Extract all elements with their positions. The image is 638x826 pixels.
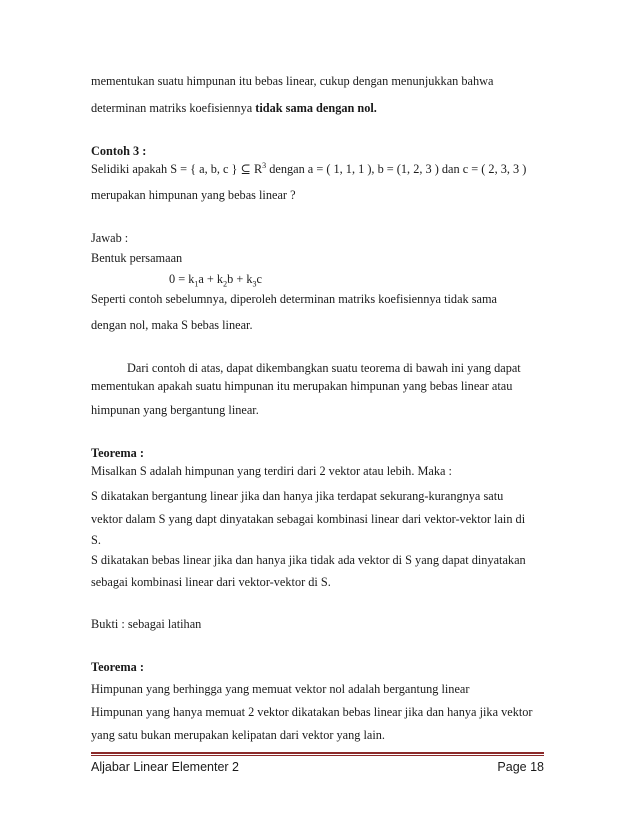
subscript: 1: [194, 279, 199, 289]
text-span: b + k: [227, 272, 253, 286]
body-line: dengan nol, maka S bebas linear.: [91, 318, 253, 332]
text-span: 0 = k: [169, 272, 195, 286]
proof-line: Bukti : sebagai latihan: [91, 617, 202, 631]
body-line: Himpunan yang berhingga yang memuat vektor nol adalah bergantung linear: [91, 682, 470, 696]
body-line: merupakan himpunan yang bebas linear ?: [91, 188, 296, 202]
equation: [169, 272, 262, 289]
subscript: 2: [223, 279, 228, 289]
footer-title: Aljabar Linear Elementer 2: [91, 760, 239, 774]
emphasis-text: tidak sama dengan nol.: [255, 101, 377, 115]
body-line: Misalkan S adalah himpunan yang terdiri dari 2 vektor atau lebih. Maka :: [91, 464, 452, 478]
body-line: Bentuk persamaan: [91, 251, 183, 265]
body-line: sebagai kombinasi linear dari vektor-vektor di S.: [91, 575, 331, 589]
theorem-heading: Teorema :: [91, 660, 144, 674]
body-line: Dari contoh di atas, dapat dikembangkan suatu teorema di bawah ini yang dapat: [127, 361, 521, 375]
body-line: Seperti contoh sebelumnya, diperoleh determinan matriks koefisiennya tidak sama: [91, 292, 498, 306]
footer-rule-thin: [91, 755, 544, 756]
body-line: mementukan apakah suatu himpunan itu merupakan himpunan yang bebas linear atau: [91, 379, 513, 393]
subset-symbol: ⊆: [240, 162, 251, 176]
page-number: Page 18: [497, 760, 544, 774]
text-span: c: [256, 272, 262, 286]
body-line: S.: [91, 533, 101, 547]
answer-label: Jawab :: [91, 231, 129, 245]
text-span: determinan matriks koefisiennya: [91, 101, 256, 115]
text-span: dengan a = ( 1, 1, 1 ), b = (1, 2, 3 ) dan c = ( 2, 3, 3 ): [266, 162, 527, 176]
body-line: mementukan suatu himpunan itu bebas linear, cukup dengan menunjukkan bahwa: [91, 74, 494, 88]
footer-rule: [91, 752, 544, 754]
subscript: 3: [252, 279, 257, 289]
body-line: S dikatakan bebas linear jika dan hanya jika tidak ada vektor di S yang dapat dinyatakan: [91, 553, 526, 567]
superscript: 3: [262, 160, 267, 170]
body-line: vektor dalam S yang dapt dinyatakan sebagai kombinasi linear dari vektor-vektor lain di: [91, 512, 526, 526]
text-span: Selidiki apakah S = { a, b, c }: [91, 162, 241, 176]
body-line: yang satu bukan merupakan kelipatan dari vektor yang lain.: [91, 728, 386, 742]
theorem-heading: Teorema :: [91, 446, 144, 460]
body-line: [91, 101, 377, 115]
text-span: R: [253, 162, 263, 176]
body-line: Himpunan yang hanya memuat 2 vektor dikatakan bebas linear jika dan hanya jika vektor: [91, 705, 533, 719]
text-span: a + k: [198, 272, 224, 286]
example-heading: Contoh 3 :: [91, 144, 147, 158]
body-line: S dikatakan bergantung linear jika dan hanya jika terdapat sekurang-kurangnya satu: [91, 489, 504, 503]
body-line: [91, 162, 526, 176]
body-line: himpunan yang bergantung linear.: [91, 403, 259, 417]
